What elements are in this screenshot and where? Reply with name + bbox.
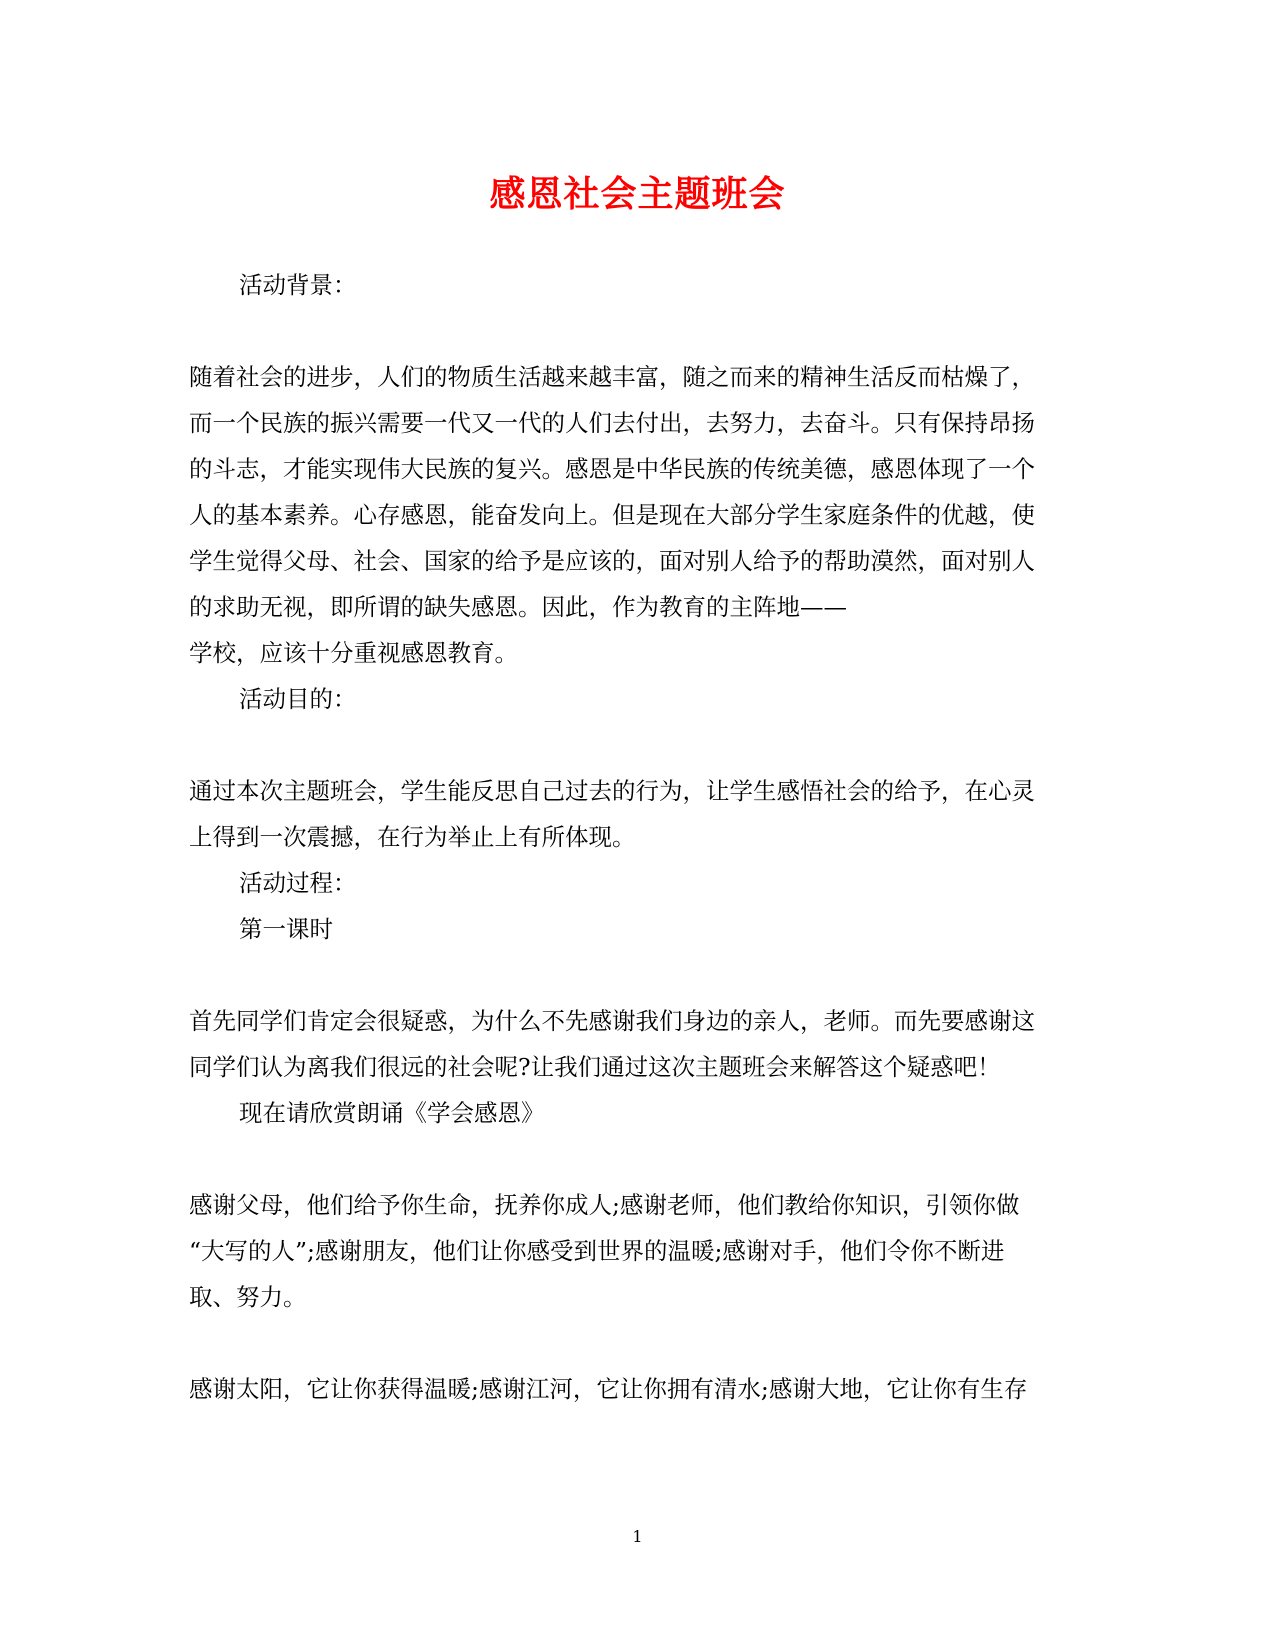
paragraph-line: 感谢太阳，它让你获得温暖;感谢江河，它让你拥有清水;感谢大地，它让你有生存 — [189, 1375, 1028, 1403]
paragraph-line: 人的基本素养。心存感恩，能奋发向上。但是现在大部分学生家庭条件的优越，使 — [189, 501, 1035, 529]
paragraph-line: 上得到一次震撼，在行为举止上有所体现。 — [189, 823, 636, 851]
section-heading-background: 活动背景： — [239, 271, 357, 299]
paragraph-line: 学校，应该十分重视感恩教育。 — [189, 639, 518, 667]
document-title: 感恩社会主题班会 — [489, 173, 786, 215]
recitation-intro: 现在请欣赏朗诵《学会感恩》 — [239, 1099, 545, 1127]
subsection-heading-first-lesson: 第一课时 — [239, 915, 333, 943]
paragraph-line: 同学们认为离我们很远的社会呢?让我们通过这次主题班会来解答这个疑惑吧！ — [189, 1053, 1001, 1081]
paragraph-line: 学生觉得父母、社会、国家的给予是应该的，面对别人给予的帮助漠然，面对别人 — [189, 547, 1035, 575]
paragraph-line: “大写的人”;感谢朋友，他们让你感受到世界的温暖;感谢对手，他们令你不断进 — [189, 1237, 1005, 1265]
section-heading-purpose: 活动目的： — [239, 685, 357, 713]
paragraph-line: 通过本次主题班会，学生能反思自己过去的行为，让学生感悟社会的给予，在心灵 — [189, 777, 1035, 805]
paragraph-line: 随着社会的进步，人们的物质生活越来越丰富，随之而来的精神生活反而枯燥了， — [189, 363, 1035, 391]
paragraph-line: 的斗志，才能实现伟大民族的复兴。感恩是中华民族的传统美德，感恩体现了一个 — [189, 455, 1035, 483]
paragraph-line: 的求助无视，即所谓的缺失感恩。因此，作为教育的主阵地—— — [189, 593, 847, 621]
page-number: 1 — [632, 1527, 643, 1546]
paragraph-line: 首先同学们肯定会很疑惑，为什么不先感谢我们身边的亲人，老师。而先要感谢这 — [189, 1007, 1035, 1035]
paragraph-line: 感谢父母，他们给予你生命，抚养你成人;感谢老师，他们教给你知识，引领你做 — [189, 1191, 1020, 1219]
paragraph-line: 取、努力。 — [189, 1283, 307, 1311]
section-heading-process: 活动过程： — [239, 869, 357, 897]
paragraph-line: 而一个民族的振兴需要一代又一代的人们去付出，去努力，去奋斗。只有保持昂扬 — [189, 409, 1035, 437]
